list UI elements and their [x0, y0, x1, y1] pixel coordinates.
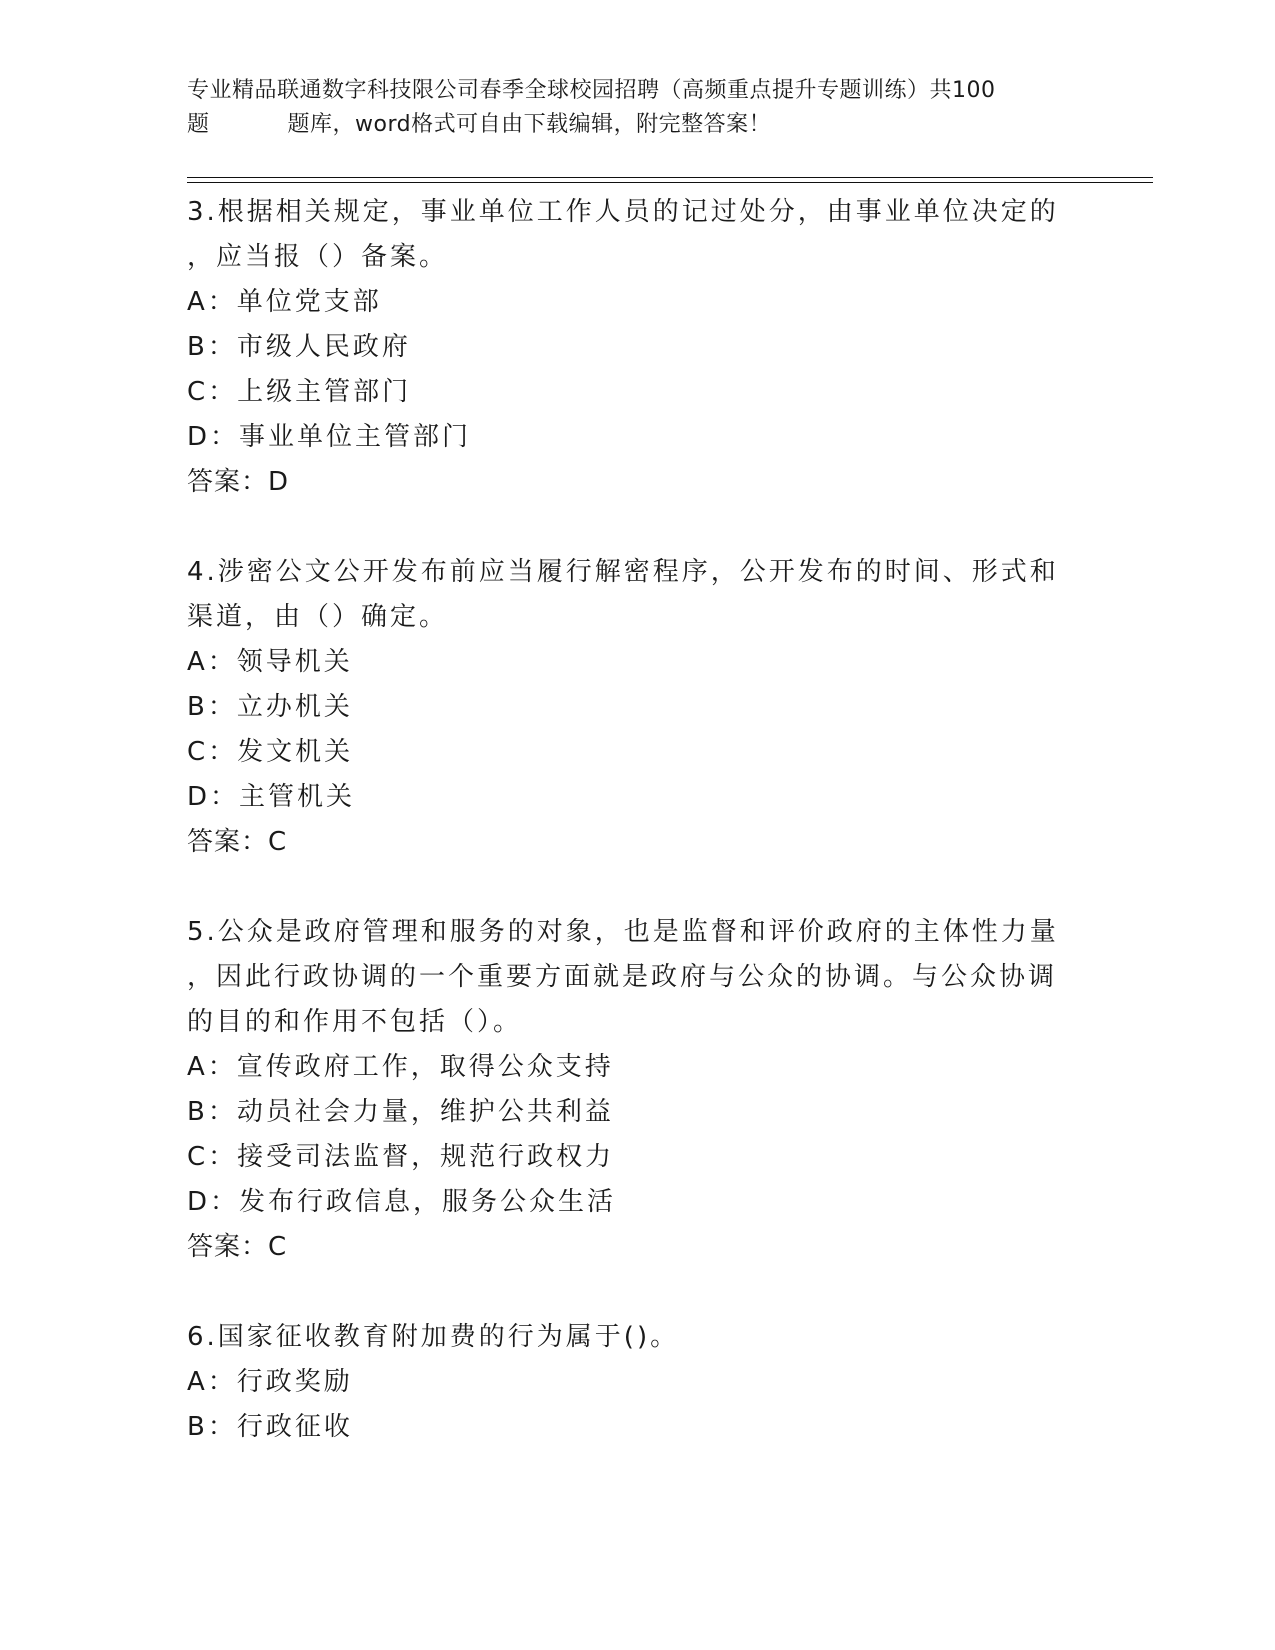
option-a: A：领导机关 — [187, 647, 353, 677]
option-c: C：上级主管部门 — [187, 377, 412, 407]
question-stem-line: 5.公众是政府管理和服务的对象，也是监督和评价政府的主体性力量 — [187, 917, 1059, 947]
option-c: C：发文机关 — [187, 737, 354, 767]
question-stem-line: ，应当报（）备案。 — [187, 242, 449, 272]
option-b: B：动员社会力量，维护公共利益 — [187, 1097, 614, 1127]
option-a: A：单位党支部 — [187, 287, 382, 317]
header-line-2-start: 题 — [187, 112, 210, 137]
question-4 — [187, 550, 1067, 865]
question-stem-line: ，因此行政协调的一个重要方面就是政府与公众的协调。与公众协调 — [187, 962, 1058, 992]
question-stem-line: 6.国家征收教育附加费的行为属于()。 — [187, 1322, 680, 1352]
header-divider-bottom — [187, 182, 1153, 183]
option-a: A：宣传政府工作，取得公众支持 — [187, 1052, 614, 1082]
header-line-1: 专业精品联通数字科技限公司春季全球校园招聘（高频重点提升专题训练）共100 — [187, 78, 996, 103]
question-stem-line: 4.涉密公文公开发布前应当履行解密程序，公开发布的时间、形式和 — [187, 557, 1059, 587]
option-c: C：接受司法监督，规范行政权力 — [187, 1142, 615, 1172]
header-line-2-end: 题库，word格式可自由下载编辑，附完整答案！ — [287, 112, 772, 137]
option-b: B：立办机关 — [187, 692, 353, 722]
option-d: D：发布行政信息，服务公众生活 — [187, 1187, 617, 1217]
question-6 — [187, 1315, 1067, 1450]
question-stem-line: 渠道，由（）确定。 — [187, 602, 449, 632]
answer-line: 答案：C — [187, 827, 288, 857]
question-stem-line: 3.根据相关规定，事业单位工作人员的记过处分，由事业单位决定的 — [187, 197, 1059, 227]
question-3 — [187, 190, 1067, 505]
option-d: D：主管机关 — [187, 782, 356, 812]
answer-line: 答案：D — [187, 467, 290, 497]
header-divider-top — [187, 177, 1153, 178]
option-b: B：市级人民政府 — [187, 332, 411, 362]
header-line-2 — [187, 108, 1067, 142]
option-d: D：事业单位主管部门 — [187, 422, 472, 452]
question-5 — [187, 910, 1067, 1270]
answer-line: 答案：C — [187, 1232, 288, 1262]
option-b: B：行政征收 — [187, 1412, 353, 1442]
document-header — [187, 74, 1067, 142]
option-a: A：行政奖励 — [187, 1367, 353, 1397]
question-list — [187, 190, 1067, 1450]
question-stem-line: 的目的和作用不包括（）。 — [187, 1007, 523, 1037]
